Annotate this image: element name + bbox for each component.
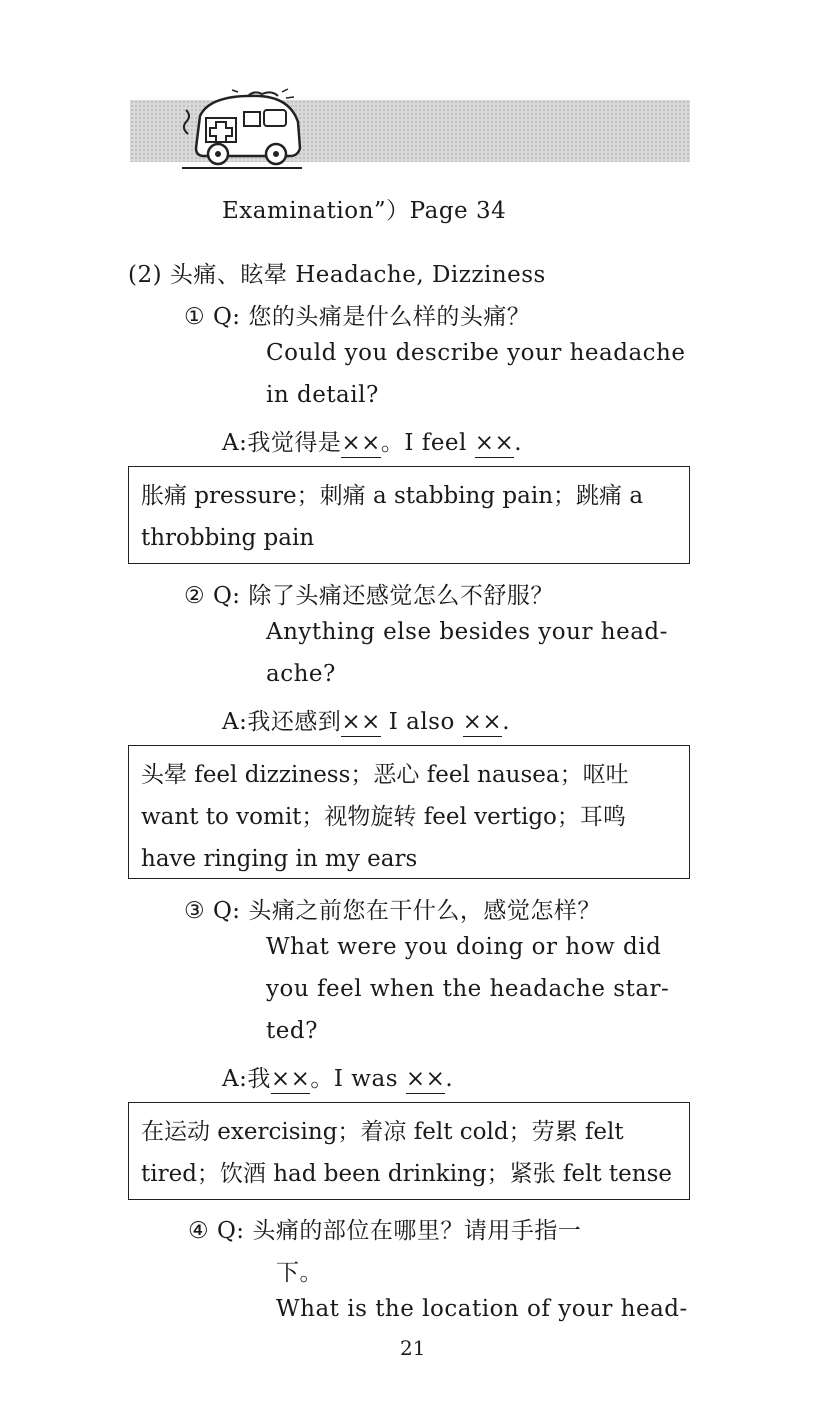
- question-en: What were you doing or how did: [266, 934, 662, 960]
- question-number: ③: [184, 898, 206, 924]
- question-en: ted?: [266, 1018, 318, 1044]
- answer-en: 。I feel: [380, 430, 475, 456]
- answer-blank: ××: [341, 709, 381, 735]
- vocab-line: throbbing pain: [141, 525, 315, 551]
- a-label: A:: [222, 1066, 248, 1092]
- answer-en: I also: [380, 709, 463, 735]
- answer-end: .: [514, 430, 523, 456]
- answer-blank: ××: [270, 1066, 311, 1092]
- section-title: (2) 头痛、眩晕 Headache, Dizziness: [128, 262, 546, 288]
- a-label: A:: [222, 430, 248, 456]
- answer-end: .: [502, 709, 511, 735]
- question-cn: 头痛之前您在干什么，感觉怎样？: [248, 898, 601, 924]
- question-2: [184, 577, 554, 610]
- question-3: [184, 892, 601, 925]
- vocabulary-box: [128, 1102, 690, 1200]
- question-cn-continued: 下。: [276, 1260, 323, 1286]
- vocabulary-box: [128, 466, 690, 564]
- question-number: ②: [184, 583, 206, 609]
- question-number: ④: [188, 1218, 210, 1244]
- q-label: Q:: [212, 898, 241, 924]
- answer-1: [222, 424, 522, 458]
- vocab-line: want to vomit；视物旋转 feel vertigo；耳鸣: [141, 804, 626, 830]
- question-1: [184, 298, 530, 331]
- question-4: [188, 1212, 581, 1245]
- a-label: A:: [222, 709, 248, 735]
- q-label: Q:: [212, 304, 241, 330]
- question-cn: 头痛的部位在哪里？请用手指一: [252, 1218, 582, 1244]
- vocabulary-box: [128, 745, 690, 879]
- vocab-line: tired；饮酒 had been drinking；紧张 felt tense: [141, 1161, 673, 1187]
- question-cn: 除了头痛还感觉怎么不舒服？: [248, 583, 554, 609]
- q-label: Q:: [216, 1218, 245, 1244]
- answer-blank: ××: [341, 430, 381, 456]
- question-en: ache?: [266, 661, 336, 687]
- question-en: Could you describe your headache: [266, 340, 686, 366]
- answer-blank: ××: [474, 430, 515, 456]
- answer-blank: ××: [405, 1066, 446, 1092]
- question-en: in detail?: [266, 382, 379, 408]
- vocab-line: have ringing in my ears: [141, 846, 418, 872]
- question-en: Anything else besides your head-: [266, 619, 668, 645]
- answer-blank: ××: [462, 709, 503, 735]
- continued-reference: Examination”）Page 34: [222, 198, 507, 224]
- answer-cn: 我: [247, 1066, 271, 1092]
- answer-3: [222, 1060, 453, 1094]
- page-number: 21: [400, 1336, 426, 1360]
- answer-cn: 我还感到: [247, 709, 342, 735]
- answer-end: .: [445, 1066, 454, 1092]
- question-number: ①: [184, 304, 206, 330]
- ambulance-icon: [178, 88, 308, 173]
- vocab-line: 胀痛 pressure；刺痛 a stabbing pain；跳痛 a: [141, 483, 644, 509]
- answer-en: 。I was: [310, 1066, 406, 1092]
- vocab-line: 头晕 feel dizziness；恶心 feel nausea；呕吐: [141, 762, 629, 788]
- q-label: Q:: [212, 583, 241, 609]
- vocab-line: 在运动 exercising；着凉 felt cold；劳累 felt: [141, 1119, 624, 1145]
- question-en: What is the location of your head-: [276, 1296, 688, 1322]
- question-cn: 您的头痛是什么样的头痛？: [248, 304, 531, 330]
- question-en: you feel when the headache star-: [266, 976, 670, 1002]
- answer-2: [222, 703, 510, 737]
- answer-cn: 我觉得是: [247, 430, 342, 456]
